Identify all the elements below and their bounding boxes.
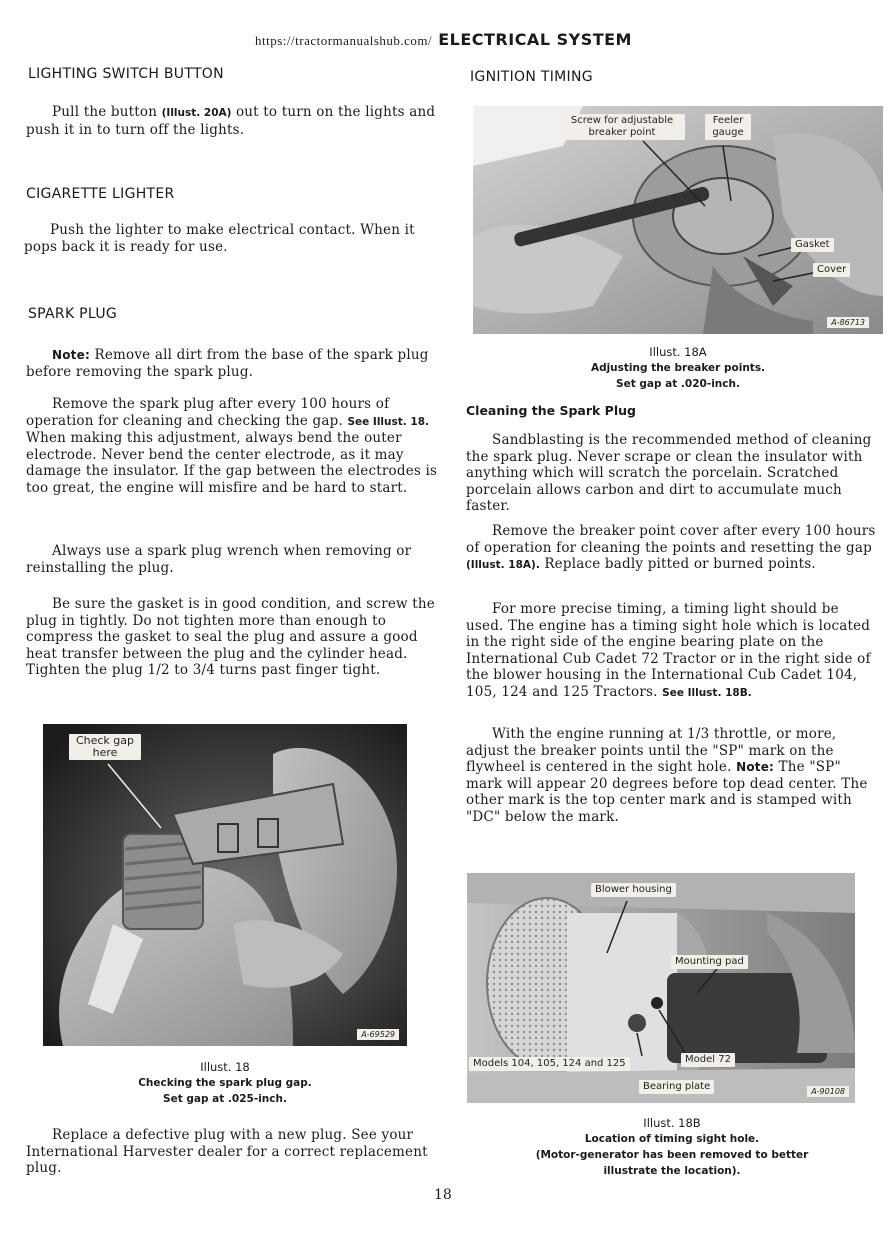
caption-illust-18a [473, 344, 883, 392]
label-screw-breaker-point: Screw for adjustable breaker point [559, 114, 685, 140]
header-title: ELECTRICAL SYSTEM [438, 30, 632, 49]
caption-title: Illust. 18 [200, 1060, 250, 1074]
ref-illust-18: See Illust. 18. [347, 415, 430, 428]
paragraph-spark-gasket: Be sure the gasket is in good condition, and screw the plug in tightly. Do not tighten more than enough to compress the gasket to seal the plug and assure a good heat transfer between the plug and the cylinder head. Tighten the plug 1/2 to 3/4 turns past finger tight. [26, 596, 435, 679]
label-feeler-gauge: Feeler gauge [705, 114, 751, 140]
note-label: Note: [736, 760, 775, 775]
photo-timing-sight-hole [467, 873, 855, 1103]
heading-cigarette-lighter: CIGARETTE LIGHTER [26, 186, 175, 202]
caption-line: illustrate the location). [603, 1165, 741, 1177]
label-cover: Cover [813, 263, 850, 277]
heading-ignition-timing: IGNITION TIMING [470, 69, 593, 85]
ref-illust-18b: See Illust. 18B. [662, 686, 752, 699]
header-url: https://tractormanualshub.com/ [255, 33, 433, 48]
paragraph-replace-plug: Replace a defective plug with a new plug. See your International Harvester dealer for a correct replacement plug. [26, 1127, 428, 1177]
image-code: A-90108 [807, 1086, 849, 1097]
ref-illust-20a: (Illust. 20A) [161, 107, 232, 119]
label-models-104-125: Models 104, 105, 124 and 125 [469, 1057, 630, 1071]
label-gasket: Gasket [791, 238, 834, 252]
page-header [0, 30, 887, 49]
caption-line: Location of timing sight hole. [584, 1133, 760, 1145]
paragraph-lighting: Pull the button (Illust. 20A) out to turn on the lights and push it in to turn off the lights. [26, 104, 436, 138]
paragraph-sandblasting: Sandblasting is the recommended method of cleaning the spark plug. Never scrape or clean the insulator with anything which will scratch the porcelain. Scratched porcelain allows carbon and dirt to accumulate much faster. [466, 432, 872, 515]
breaker-points-image [473, 106, 883, 334]
caption-line: Adjusting the breaker points. [590, 362, 766, 374]
paragraph-spark-note: Note: Remove all dirt from the base of the spark plug before removing the spark plug. [26, 347, 429, 380]
paragraph-breaker-cover: Remove the breaker point cover after every 100 hours of operation for cleaning the points and resetting the gap (Illust. 18A). Replace badly pitted or burned points. [466, 523, 876, 573]
note-label: Note: [52, 348, 90, 362]
photo-spark-plug-gap [43, 724, 407, 1046]
caption-line: Set gap at .025-inch. [163, 1093, 287, 1105]
caption-title: Illust. 18A [649, 345, 707, 359]
label-mounting-pad: Mounting pad [671, 955, 748, 969]
label-blower-housing: Blower housing [591, 883, 676, 897]
caption-illust-18 [43, 1059, 407, 1107]
label-model-72: Model 72 [681, 1053, 735, 1067]
page-number: 18 [434, 1187, 452, 1203]
heading-lighting-switch: LIGHTING SWITCH BUTTON [28, 66, 224, 82]
photo-breaker-points [473, 106, 883, 334]
label-check-gap-here: Check gap here [69, 734, 141, 760]
heading-spark-plug: SPARK PLUG [28, 306, 118, 322]
image-code: A-86713 [827, 317, 869, 328]
paragraph-timing-light: For more precise timing, a timing light should be used. The engine has a timing sight hole which is located in the right side of the engine bearing plate on the International Cub Cadet 72 Tractor or in the right side of the blower housing in the International Cub Cadet 104, 105, 124 and 125 Tractors. See Illust. 18B. [466, 601, 871, 700]
caption-line: Set gap at .020-inch. [616, 378, 740, 390]
spark-plug-gap-image [43, 724, 407, 1046]
caption-line: Checking the spark plug gap. [138, 1077, 312, 1089]
caption-line: (Motor-generator has been removed to better [535, 1149, 809, 1161]
paragraph-spark-remove: Remove the spark plug after every 100 hours of operation for cleaning and checking the gap. See Illust. 18. When making this adjustment, always bend the outer electrode. Never bend the center electrode, as it may damage the insulator. If the gap between the electrodes is too great, the engine will misfire and be hard to start. [26, 396, 438, 496]
paragraph-cigarette: Push the lighter to make electrical contact. When it pops back it is ready for use. [24, 222, 415, 255]
label-bearing-plate: Bearing plate [639, 1080, 714, 1094]
caption-illust-18b [467, 1115, 877, 1179]
paragraph-throttle: With the engine running at 1/3 throttle, or more, adjust the breaker points until the "SP" mark on the flywheel is centered in the sight hole. Note: The "SP" mark will appear 20 degrees before top dead center. The other mark is the top center mark and is stamped with "DC" below the mark. [466, 726, 868, 825]
caption-title: Illust. 18B [643, 1116, 701, 1130]
ref-illust-18a: (Illust. 18A). [466, 559, 540, 572]
subheading-cleaning-spark-plug: Cleaning the Spark Plug [466, 403, 636, 418]
paragraph-spark-wrench: Always use a spark plug wrench when removing or reinstalling the plug. [26, 543, 412, 576]
image-code: A-69529 [357, 1029, 399, 1040]
